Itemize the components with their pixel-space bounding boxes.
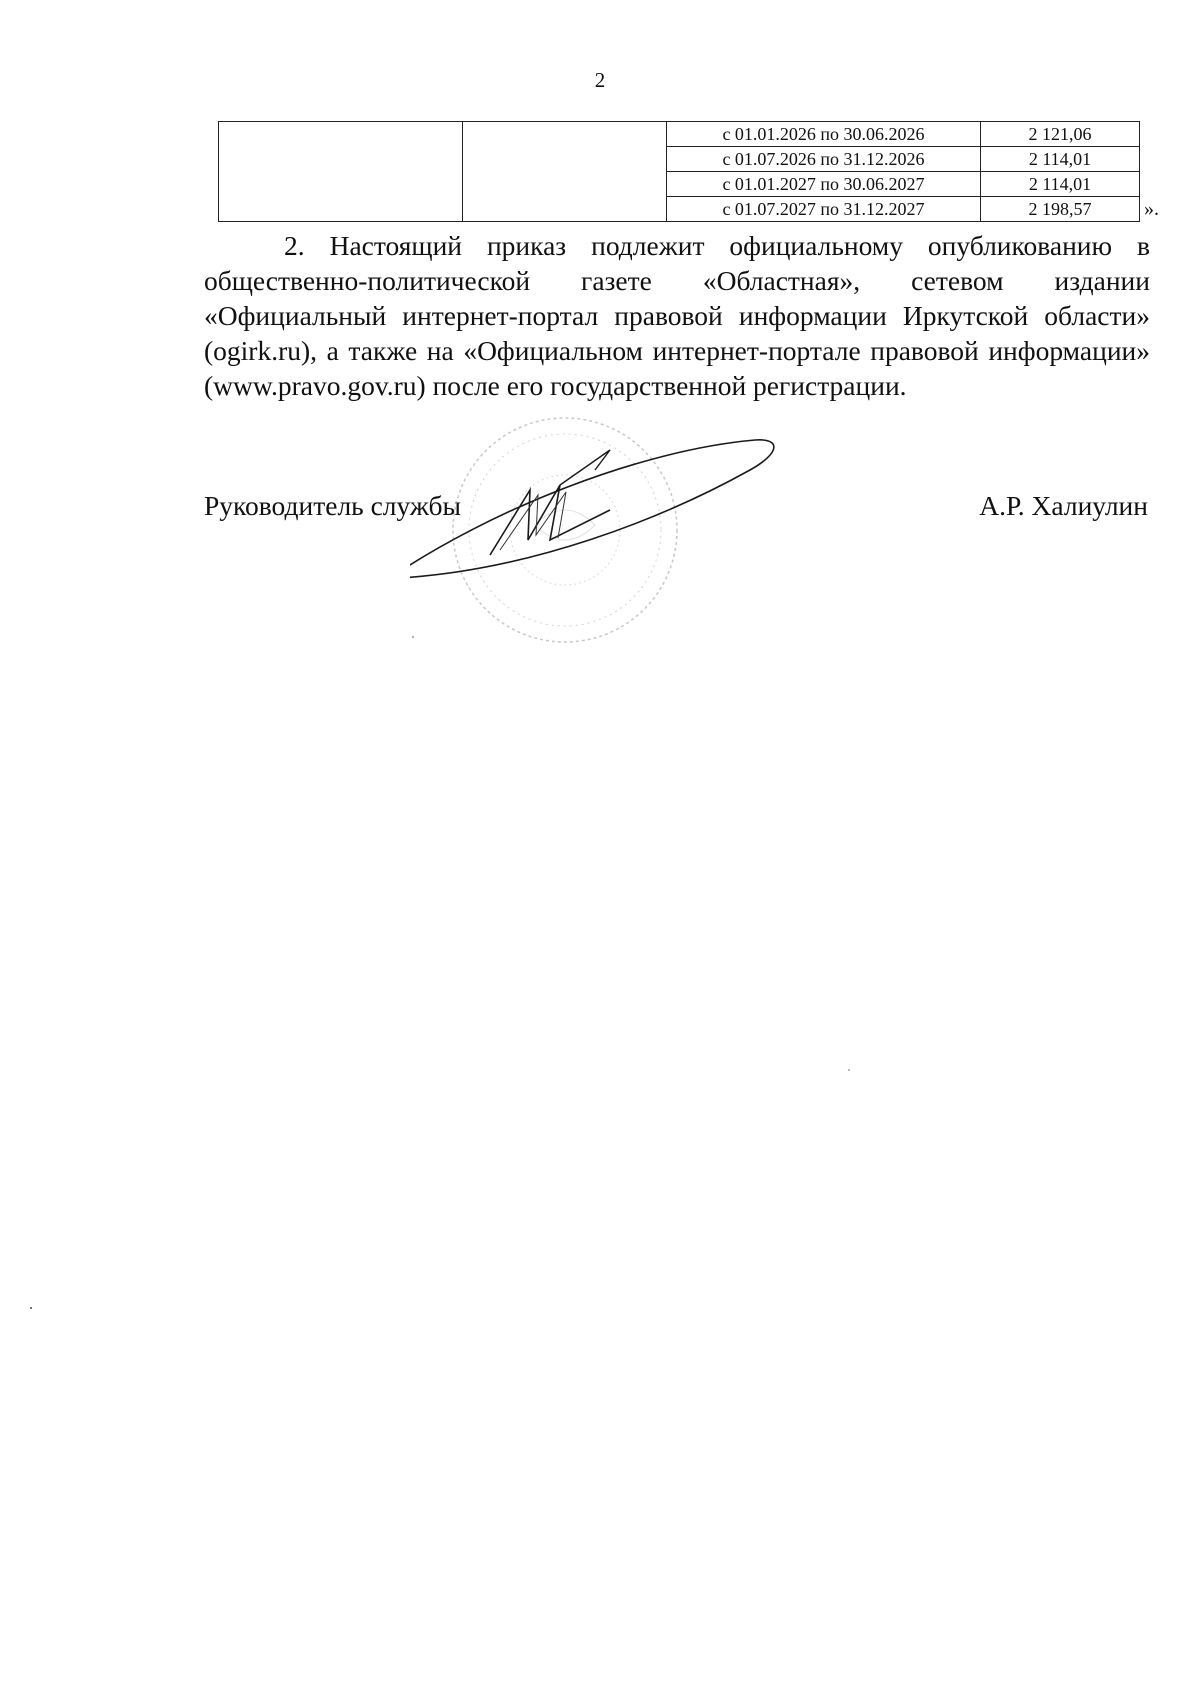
value-cell: 2 198,57 (981, 197, 1140, 222)
table-cell-empty-2 (463, 122, 667, 222)
page-number: 2 (594, 68, 606, 92)
publication-paragraph (204, 228, 1150, 403)
scan-speck (412, 636, 414, 638)
period-cell: с 01.01.2027 по 30.06.2027 (667, 172, 981, 197)
scan-speck (30, 1307, 32, 1309)
period-cell: с 01.01.2026 по 30.06.2026 (667, 122, 981, 147)
signatory-title: Руководитель службы (204, 490, 462, 521)
table-row (219, 122, 1140, 147)
paragraph-text: 2. Настоящий приказ подлежит официальному опубликованию в общественно-политической газете «Областная», сетевом издании «Официальный интернет-портал правовой информации Иркутской области» (ogirk.ru), а также на «Официальном интернет-портале правовой информации» (www.pravo.gov.ru) после его государственной регистрации. (204, 230, 1150, 401)
scan-speck (848, 1069, 850, 1071)
signatory-name: А.Р. Халиулин (979, 490, 1148, 521)
value-cell: 2 114,01 (981, 172, 1140, 197)
period-cell: с 01.07.2026 по 31.12.2026 (667, 147, 981, 172)
tariff-table (218, 121, 1140, 222)
value-cell: 2 114,01 (981, 147, 1140, 172)
closing-quote: ». (1144, 198, 1159, 220)
handwritten-signature (410, 430, 790, 640)
table-cell-empty-1 (219, 122, 463, 222)
period-cell: с 01.07.2027 по 31.12.2027 (667, 197, 981, 222)
value-cell: 2 121,06 (981, 122, 1140, 147)
